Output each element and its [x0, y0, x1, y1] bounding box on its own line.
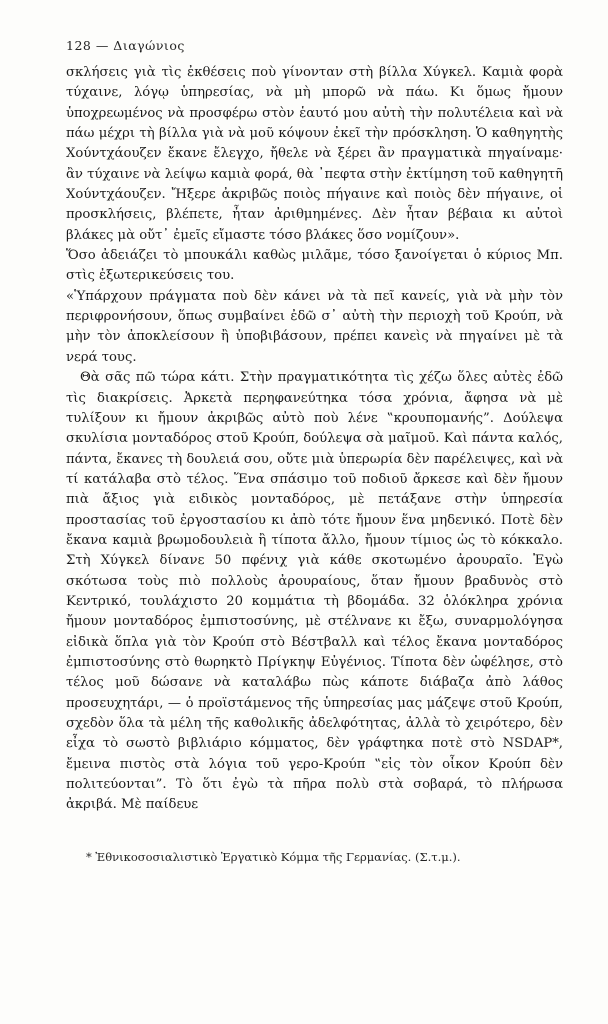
running-head: 128 — Διαγώνιος [66, 38, 185, 53]
paragraph: Θὰ σᾶς πῶ τώρα κάτι. Στὴν πραγματικότητα τὶς χέζω ὅλες αὐτὲς ἐδῶ τὶς διακρίσεις. Ἀρκετὰ περηφανεύτηκα τόσα χρόνια, ἄφησα νὰ μὲ τυλίξουν κι ἤμουν ἀκριβῶς αὐτὸ ποὺ λένε ‟κρουπομανής”. Δούλεψα σκυλίσια μονταδόρος στοῦ Κρούπ, δούλεψα σὰ μαῖμοῦ. Καὶ πάντα καλός, πάντα, ἔκανες τὴ δουλειά σου, οὔτε μιὰ ὑπερωρία δὲν παρέλειψες, καὶ νὰ τί κατάλαβα στὸ τέλος. Ἕνα σπάσιμο τοῦ ποδιοῦ ἄρκεσε καὶ δὲν ἤμουν πιὰ ἄξιος γιὰ ειδικὸς μονταδόρος, μὲ πετάξανε στὴν ὑπηρεσία προστασίας τοῦ ἐργοστασίου κι ἀπὸ τότε ἤμουν ἕνα μηδενικό. Ποτὲ δὲν ἔκανα καμιὰ βρωμοδουλειὰ ἢ τίποτα ἄλλο, ἤμουν τίμιος ὡς τὸ κόκκαλο. Στὴ Χύγκελ δίνανε 50 πφένιχ γιὰ κάθε σκοτωμένο ἀρουραῖο. Ἐγὼ σκότωσα τοὺς πιὸ πολλοὺς ἀρουραίους, ὅταν ἤμουν βραδυνὸς στὸ Κεντρικό, τουλάχιστο 20 κομμάτια τὴ βδομάδα. 32 ὁλόκληρα χρόνια ἤμουν μονταδόρος ἐμπιστοσύνης, μὲ στέλνανε κι ἔξω, συναρμολόγησα εἰδικὰ ὅπλα γιὰ τὸν Κρούπ στὸ Βέστβαλλ καὶ τέλος ἔκανα μονταδόρος ἐμπιστοσύνης στὸ θωρηκτὸ Πρίγκηψ Εὐγένιος. Τίποτα δὲν ὠφέλησε, στὸ τέλος μοῦ δώσανε νὰ καταλάβω πὼς κάποτε διάβαζα ἀπὸ λάθος προσευχητάρι, — ὁ προϊστάμενος τῆς ὑπηρεσίας μας μάζεψε στοῦ Κρούπ, σχεδὸν ὅλα τὰ μέλη τῆς καθολικῆς ἀδελφότητας, ἀλλὰ τὸ χειρότερο, δὲν εἶχα τὸ σωστὸ βιβλιάριο κόμματος, δὲν γράφτηκα ποτὲ στὸ NSDAP*, ἔμεινα πιστὸς στὰ λόγια τοῦ γερο-Κρούπ ‟εἰς τὸν οἶκον Κρούπ δὲν πολιτεύονται”. Τὸ ὅτι ἐγὼ τὰ πῆρα πολὺ στὰ σοβαρά, τὸ πλήρωσα ἀκριβά. Μὲ παίδευε [66, 370, 563, 813]
body-text [66, 63, 563, 816]
paragraph: σκλήσεις γιὰ τὶς ἐκθέσεις ποὺ γίνονταν στὴ βίλλα Χύγκελ. Καμιὰ φορὰ τύχαινε, λόγῳ ὑπηρεσίας, νὰ μὴ μπορῶ νὰ πάω. Κι ὅμως ἤμουν ὑποχρεωμένος νὰ προσφέρω στὸν ἑαυτό μου αὐτὴ τὴν πολυτέλεια καὶ νὰ πάω μέχρι τὴ βίλλα γιὰ νὰ μοῦ κόψουν ἐκεῖ τὴν πρόσκληση. Ὁ καθηγητὴς Χούντχάουζεν ἔκανε ἔλεγχο, ἤθελε νὰ ξέρει ἂν πραγματικὰ πηγαίναμε· ἂν τύχαινε νὰ λείψω καμιὰ φορά, θὰ ᾽πεφτα στὴν ἐκτίμηση τοῦ καθηγητῆ Χούντχάουζεν. Ἤξερε ἀκριβῶς ποιὸς πήγαινε καὶ ποιὸς δὲν πήγαινε, οἱ προσκλήσεις, βλέπετε, ἦταν ἀριθμημένες. Δὲν ἦταν βέβαια κι αὐτοὶ βλάκες μὰ οὔτ᾽ ἐμεῖς εἴμαστε τόσο βλάκες ὅσο νομίζουν». [66, 65, 563, 243]
paragraph: «Ὑπάρχουν πράγματα ποὺ δὲν κάνει νὰ τὰ πεῖ κανείς, γιὰ νὰ μὴν τὸν περιφρονήσουν, ὅπως συμβαίνει ἐδῶ σ᾽ αὐτὴ τὴν περιοχὴ τοῦ Κρούπ, νὰ μὴν τὸν ἀποκλείσουν ἢ ὑποβιβάσουν, πρέπει κανεὶς νὰ πηγαίνει μὲ τὰ νερά τους. [66, 288, 563, 365]
paragraph: Ὅσο ἀδειάζει τὸ μπουκάλι καθὼς μιλᾶμε, τόσο ξανοίγεται ὁ κύριος Μπ. στὶς ἐξωτερικεύσεις του. [66, 248, 563, 284]
footnote: * Ἐθνικοσοσιαλιστικὸ Ἐργατικὸ Κόμμα τῆς Γερμανίας. (Σ.τ.μ.). [86, 850, 461, 864]
